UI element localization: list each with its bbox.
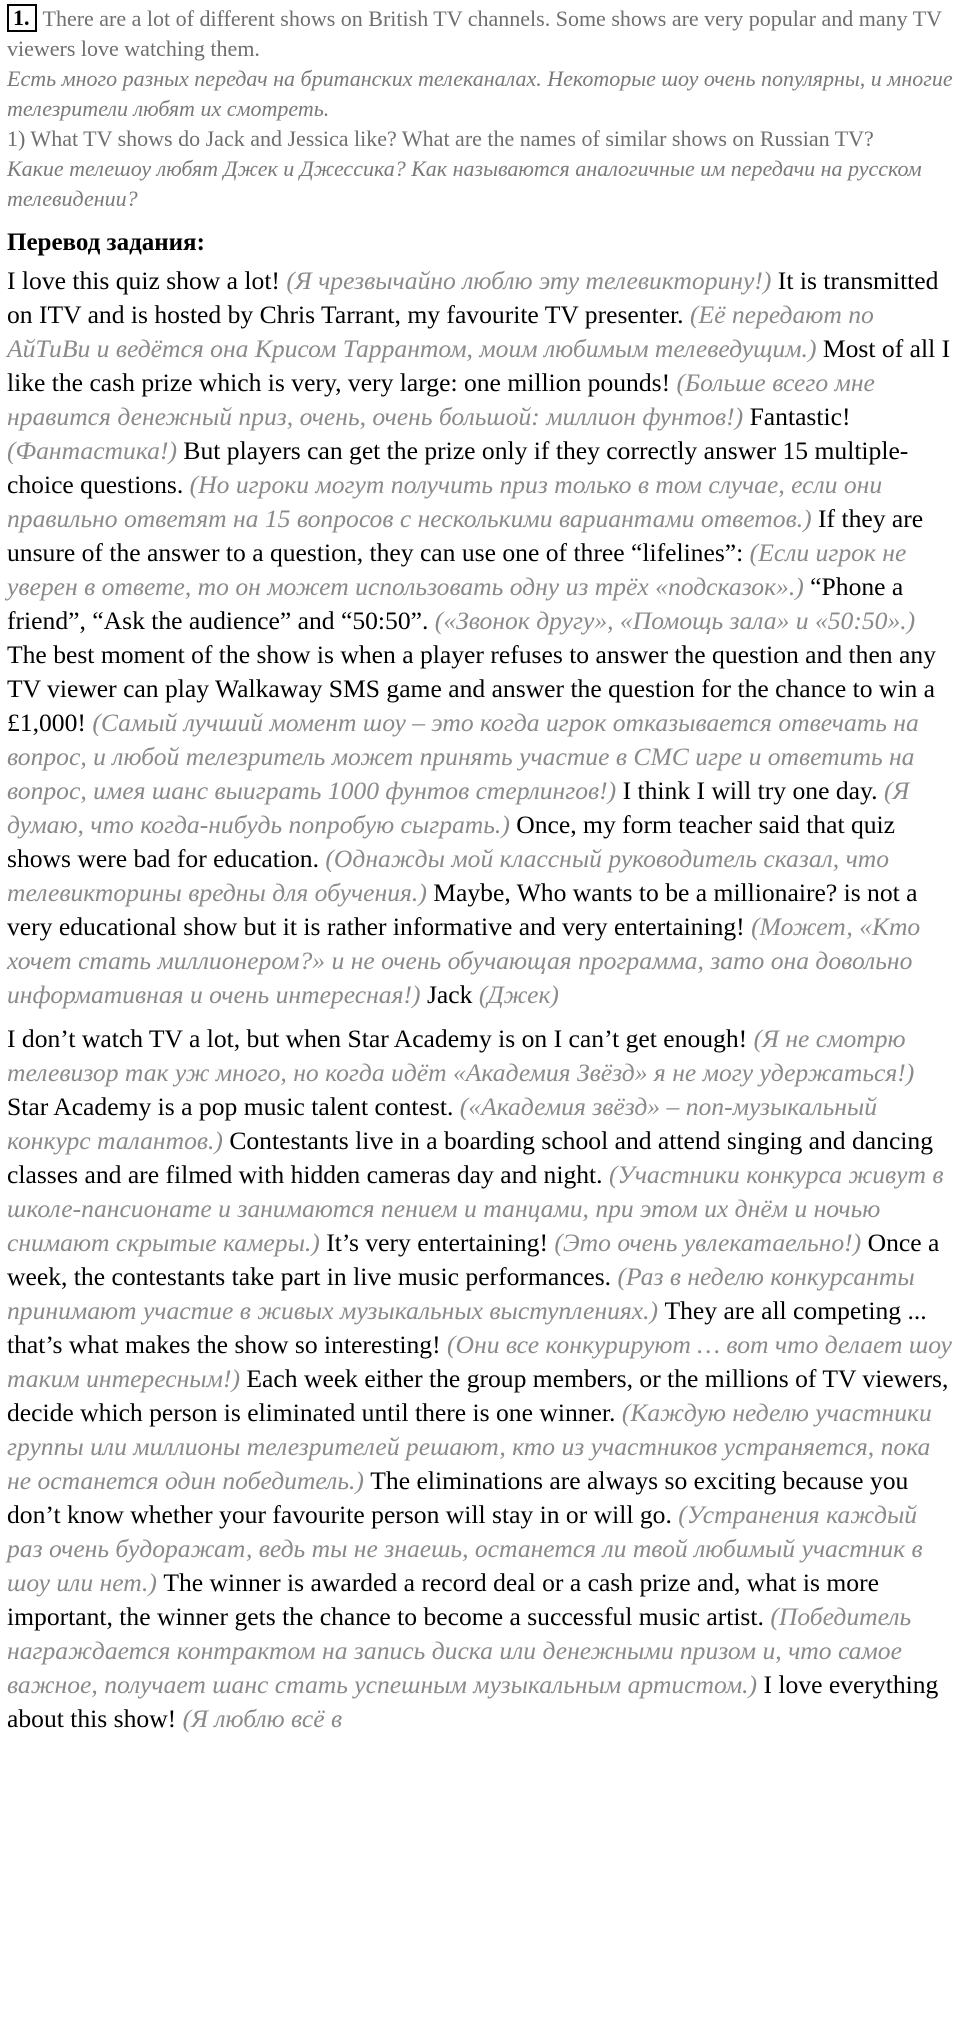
english-sentence: They are all competing ... that’s what makes the show so interesting! — [7, 1296, 927, 1359]
task-number-badge: 1. — [7, 4, 37, 32]
russian-translation: («Академия звёзд» – поп-музыкальный конкурс талантов.) — [7, 1092, 878, 1155]
russian-translation: (Джек) — [478, 980, 559, 1009]
english-sentence: I don’t watch TV a lot, but when Star Academy is on I can’t get enough! — [7, 1024, 754, 1053]
english-sentence: Once a week, the contestants take part in live music performances. — [7, 1228, 940, 1291]
english-sentence: The winner is awarded a record deal or a cash prize and, what is more important, the winner gets the chance to become a successful music artist. — [7, 1568, 879, 1631]
paragraph-jessica — [7, 1022, 956, 1736]
russian-translation: (Я думаю, что когда-нибудь попробую сыграть.) — [7, 776, 910, 839]
english-sentence: I think I will try one day. — [622, 776, 884, 805]
english-sentence: I love everything about this show! — [7, 1670, 939, 1733]
task-intro — [7, 4, 956, 64]
russian-translation: (Если игрок не уверен в ответе, то он может использовать одну из трёх «подсказок».) — [7, 538, 907, 601]
task-intro-en: There are a lot of different shows on British TV channels. Some shows are very popular and many TV viewers love watching them. — [7, 6, 942, 61]
task-intro-ru: Есть много разных передач на британских телеканалах. Некоторые шоу очень популярны, и многие телезрители любят их смотреть. — [7, 66, 953, 121]
russian-translation: (Самый лучший момент шоу – это когда игрок отказывается отвечать на вопрос, и любой телезритель может принять участие в СМС игре и ответить на вопрос, имея шанс выиграть 1000 фунтов стерлингов!) — [7, 708, 919, 805]
russian-translation: (Раз в неделю конкурсанты принимают участие в живых музыкальных выступлениях.) — [7, 1262, 915, 1325]
english-sentence: It’s very entertaining! — [326, 1228, 555, 1257]
english-sentence: The eliminations are always so exciting because you don’t know whether your favourite person will stay in or will go. — [7, 1466, 909, 1529]
russian-translation: (Победитель награждается контрактом на запись диска или денежными призом и, что самое важное, получает шанс стать успешным музыкальным артистом.) — [7, 1602, 912, 1699]
russian-translation: (Я люблю всё в — [182, 1704, 343, 1733]
russian-translation: (Я чрезвычайно люблю эту телевикторину!) — [286, 266, 778, 295]
russian-translation: (Но игроки могут получить приз только в том случае, если они правильно ответят на 15 вопросов с несколькими вариантами ответов.) — [7, 470, 883, 533]
russian-translation: (Однажды мой классный руководитель сказал, что телевикторины вредны для обучения.) — [7, 844, 890, 907]
russian-translation: (Участники конкурса живут в школе-пансионате и занимаются пением и танцами, при этом их днём и ночью снимают скрытые камеры.) — [7, 1160, 944, 1257]
english-sentence: Most of all I like the cash prize which is very, very large: one million pounds! — [7, 334, 951, 397]
english-sentence: Maybe, Who wants to be a millionaire? is not a very educational show but it is rather informative and very entertaining! — [7, 878, 918, 941]
translation-body — [7, 264, 956, 1736]
russian-translation: (Я не смотрю телевизор так уж много, но когда идёт «Академия Звёзд» я не могу удержаться!) — [7, 1024, 915, 1087]
english-sentence: Star Academy is a pop music talent contest. — [7, 1092, 460, 1121]
russian-translation: (Её передают по АйТиВи и ведётся она Крисом Таррантом, моим любимым телеведущим.) — [7, 300, 874, 363]
russian-translation: (Устранения каждый раз очень будоражат, ведь ты не знаешь, останется ли твой любимый участник в шоу или нет.) — [7, 1500, 923, 1597]
english-sentence: Once, my form teacher said that quiz shows were bad for education. — [7, 810, 896, 873]
russian-translation: (Это очень увлекатаельно!) — [554, 1228, 868, 1257]
paragraph-jack — [7, 264, 956, 1012]
task-question-en: 1) What TV shows do Jack and Jessica like? What are the names of similar shows on Russian TV? — [7, 126, 874, 151]
english-sentence: Each week either the group members, or the millions of TV viewers, decide which person is eliminated until there is one winner. — [7, 1364, 949, 1427]
translation-heading: Перевод задания: — [7, 229, 205, 256]
russian-translation: (Фантастика!) — [7, 436, 184, 465]
russian-translation: («Звонок другу», «Помощь зала» и «50:50».) — [434, 606, 916, 635]
task-block — [7, 4, 956, 214]
russian-translation: (Они все конкурируют … вот что делает шоу таким интересным!) — [7, 1330, 952, 1393]
task-question-ru: Какие телешоу любят Джек и Джессика? Как называются аналогичные им передачи на русском телевидении? — [7, 156, 922, 211]
english-sentence: Contestants live in a boarding school and attend singing and dancing classes and are filmed with hidden cameras day and night. — [7, 1126, 934, 1189]
english-sentence: If they are unsure of the answer to a question, they can use one of three “lifelines”: — [7, 504, 924, 567]
english-sentence: I love this quiz show a lot! — [7, 266, 287, 295]
english-sentence: It is transmitted on ITV and is hosted by Chris Tarrant, my favourite TV presenter. — [7, 266, 939, 329]
russian-translation: (Может, «Кто хочет стать миллионером?» и не очень обучающая программа, зато она довольно информативная и очень интересная!) — [7, 912, 921, 1009]
english-sentence: The best moment of the show is when a player refuses to answer the question and then any TV viewer can play Walkaway SMS game and answer the question for the chance to win a £1,000! — [7, 640, 936, 737]
english-sentence: Jack — [426, 980, 479, 1009]
english-sentence: But players can get the prize only if they correctly answer 15 multiple-choice questions. — [7, 436, 909, 499]
russian-translation: (Больше всего мне нравится денежный приз, очень, очень большой: миллион фунтов!) — [7, 368, 875, 431]
russian-translation: (Каждую неделю участники группы или миллионы телезрителей решают, кто из участников устраняется, пока не останется один победитель.) — [7, 1398, 932, 1495]
english-sentence: “Phone a friend”, “Ask the audience” and “50:50”. — [7, 572, 904, 635]
english-sentence: Fantastic! — [749, 402, 851, 431]
